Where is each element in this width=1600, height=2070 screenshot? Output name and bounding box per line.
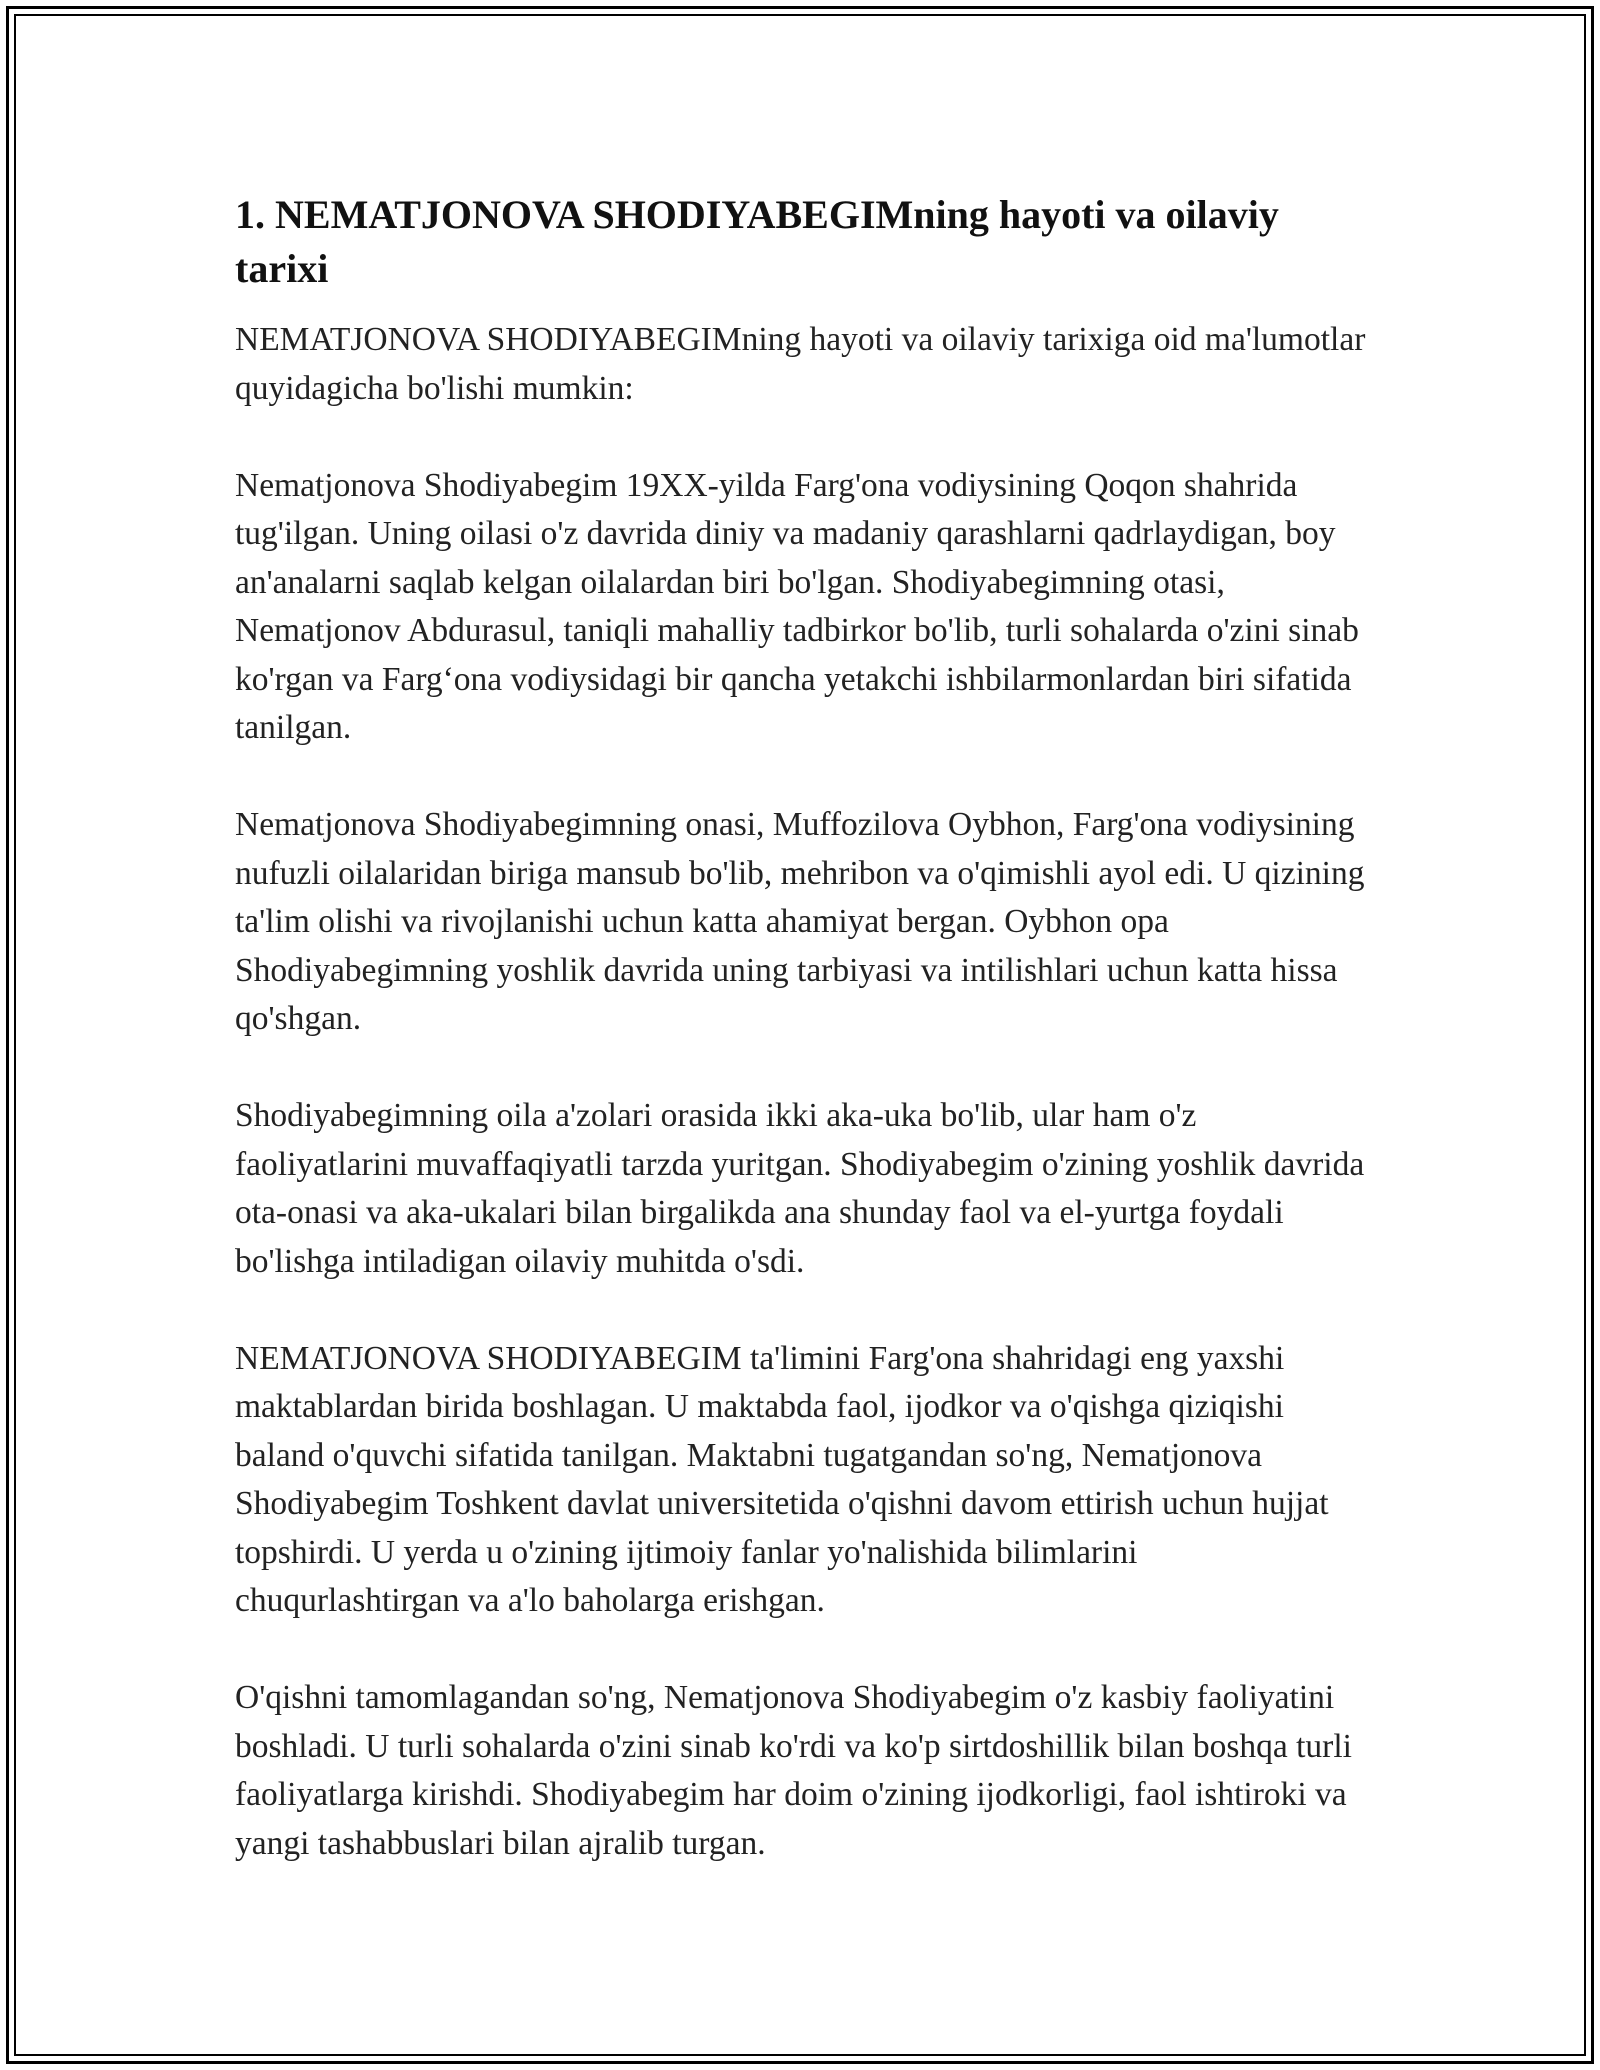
paragraph-education: NEMATJONOVA SHODIYABEGIM ta'limini Farg'ona shahridagi eng yaxshi maktablardan birida boshlagan. U maktabda faol, ijodkor va o'qishga qiziqishi baland o'quvchi sifatida tanilgan. Maktabni tugatgandan so'ng, Nematjonova Shodiyabegim Toshkent davlat universitetida o'qishni davom ettirish uchun hujjat topshirdi. U yerda u o'zining ijtimoiy fanlar yo'nalishida bilimlarini chuqurlashtirgan va a'lo baholarga erishgan. [235,1339,1329,1619]
paragraph-mother: Nematjonova Shodiyabegimning onasi, Muffozilova Oybhon, Farg'ona vodiysining nufuzli oilalaridan biriga mansub bo'lib, mehribon va o'qimishli ayol edi. U qizining ta'lim olishi va rivojlanishi uchun katta ahamiyat bergan. Oybhon opa Shodiyabegimning yoshlik davrida uning tarbiyasi va intilishlari uchun katta hissa qo'shgan. [235,806,1365,1037]
paragraph-siblings: Shodiyabegimning oila a'zolari orasida ikki aka-uka bo'lib, ular ham o'z faoliyatlarini muvaffaqiyatli tarzda yuritgan. Shodiyabegim o'zining yoshlik davrida ota-onasi va aka-ukalari bilan birgalikda ana shunday faol va el-yurtga foydali bo'lishga intiladigan oilaviy muhitda o'sdi. [235,1097,1365,1280]
paragraph-intro: NEMATJONOVA SHODIYABEGIMning hayoti va oilaviy tarixiga oid ma'lumotlar quyidagicha bo'lishi mumkin: [235,321,1366,407]
section-heading: 1. NEMATJONOVA SHODIYABEGIMning hayoti va oilaviy tarixi [235,192,1279,291]
paragraph-birth-and-father: Nematjonova Shodiyabegim 19XX-yilda Farg'ona vodiysining Qoqon shahrida tug'ilgan. Uning oilasi o'z davrida diniy va madaniy qarashlarni qadrlaydigan, boy an'analarni saqlab kelgan oilalardan biri bo'lgan. Shodiyabegimning otasi, Nematjonov Abdurasul, taniqli mahalliy tadbirkor bo'lib, turli sohalarda o'zini sinab ko'rgan va Farg‘ona vodiysidagi bir qancha yetakchi ishbilarmonlardan biri sifatida tanilgan. [235,466,1359,746]
paragraph-career: O'qishni tamomlagandan so'ng, Nematjonova Shodiyabegim o'z kasbiy faoliyatini boshladi. U turli sohalarda o'zini sinab ko'rdi va ko'p sirtdoshillik bilan boshqa turli faoliyatlarga kirishdi. Shodiyabegim har doim o'zining ijodkorligi, faol ishtiroki va yangi tashabbuslari bilan ajralib turgan. [235,1679,1352,1862]
document-body [235,188,1370,1868]
